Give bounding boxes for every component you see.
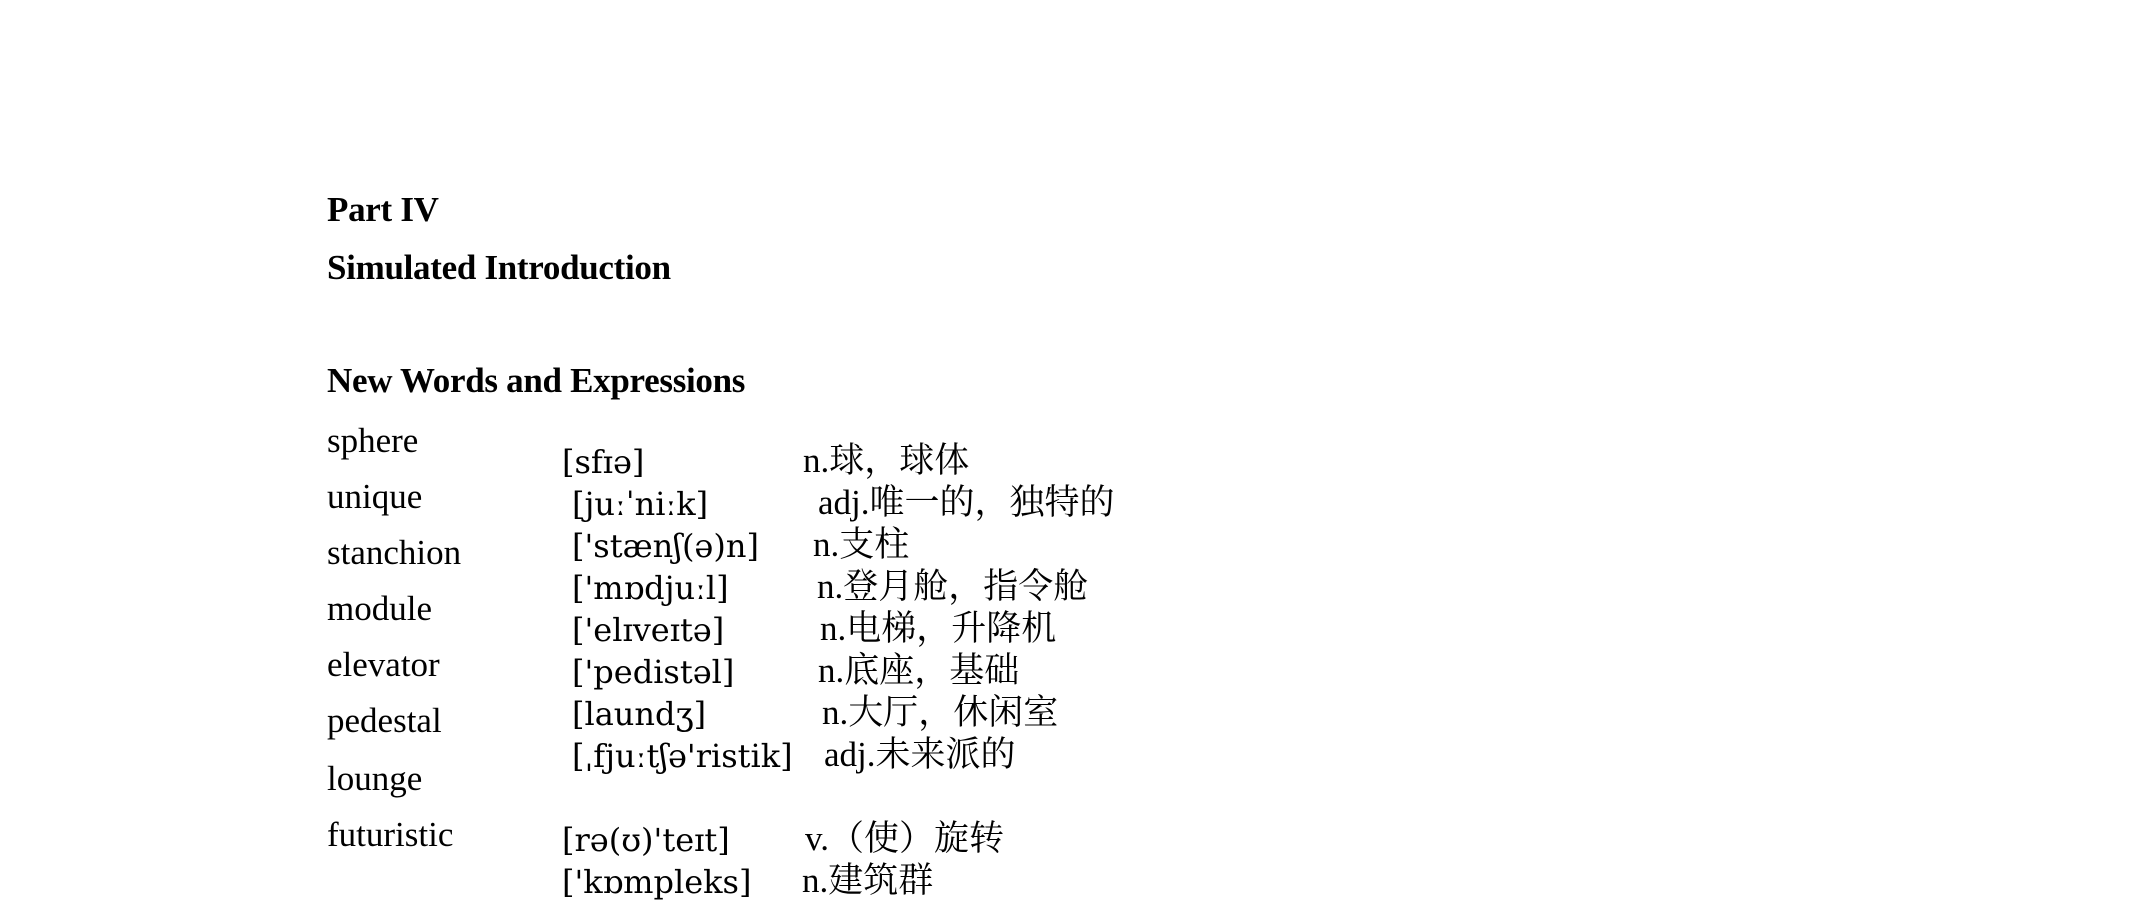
- vocab-word: unique: [327, 477, 423, 516]
- definition: n.球，球体: [803, 441, 970, 480]
- phonetic: [rə(ʊ)'teɪt]: [562, 821, 730, 859]
- phonetic: ['kɒmpleks]: [562, 863, 752, 901]
- definition: n.电梯，升降机: [820, 609, 1057, 648]
- definition: n.大厅，休闲室: [822, 693, 1059, 732]
- definition: adj.唯一的，独特的: [818, 483, 1115, 522]
- vocab-word: lounge: [327, 759, 423, 798]
- definition: adj.未来派的: [824, 735, 1016, 774]
- vocab-word: elevator: [327, 645, 440, 684]
- phonetic: ['mɒdjuːl]: [572, 569, 729, 607]
- section-title: Simulated Introduction: [327, 248, 671, 287]
- definition: n.建筑群: [802, 861, 934, 900]
- definition: n.支柱: [813, 525, 910, 564]
- vocab-heading: New Words and Expressions: [327, 361, 746, 400]
- vocab-word: sphere: [327, 421, 419, 460]
- vocab-word: futuristic: [327, 815, 454, 854]
- vocab-word: pedestal: [327, 701, 442, 740]
- phonetic: ['pedistəl]: [572, 653, 735, 691]
- vocab-word: stanchion: [327, 533, 462, 572]
- vocab-word: module: [327, 589, 432, 628]
- definition: v.（使）旋转: [805, 819, 1004, 858]
- phonetic: [laundʒ]: [572, 695, 707, 733]
- phonetic: [ˌfjuːtʃə'ristik]: [572, 737, 793, 775]
- definition: n.登月舱，指令舱: [817, 567, 1089, 606]
- phonetic: [sfɪə]: [562, 443, 645, 481]
- phonetic: ['elɪveɪtə]: [572, 611, 725, 649]
- phonetic: [juːˈniːk]: [572, 485, 709, 523]
- part-title: Part IV: [327, 190, 439, 229]
- definition: n.底座，基础: [818, 651, 1020, 690]
- phonetic: ['stænʃ(ə)n]: [572, 527, 759, 565]
